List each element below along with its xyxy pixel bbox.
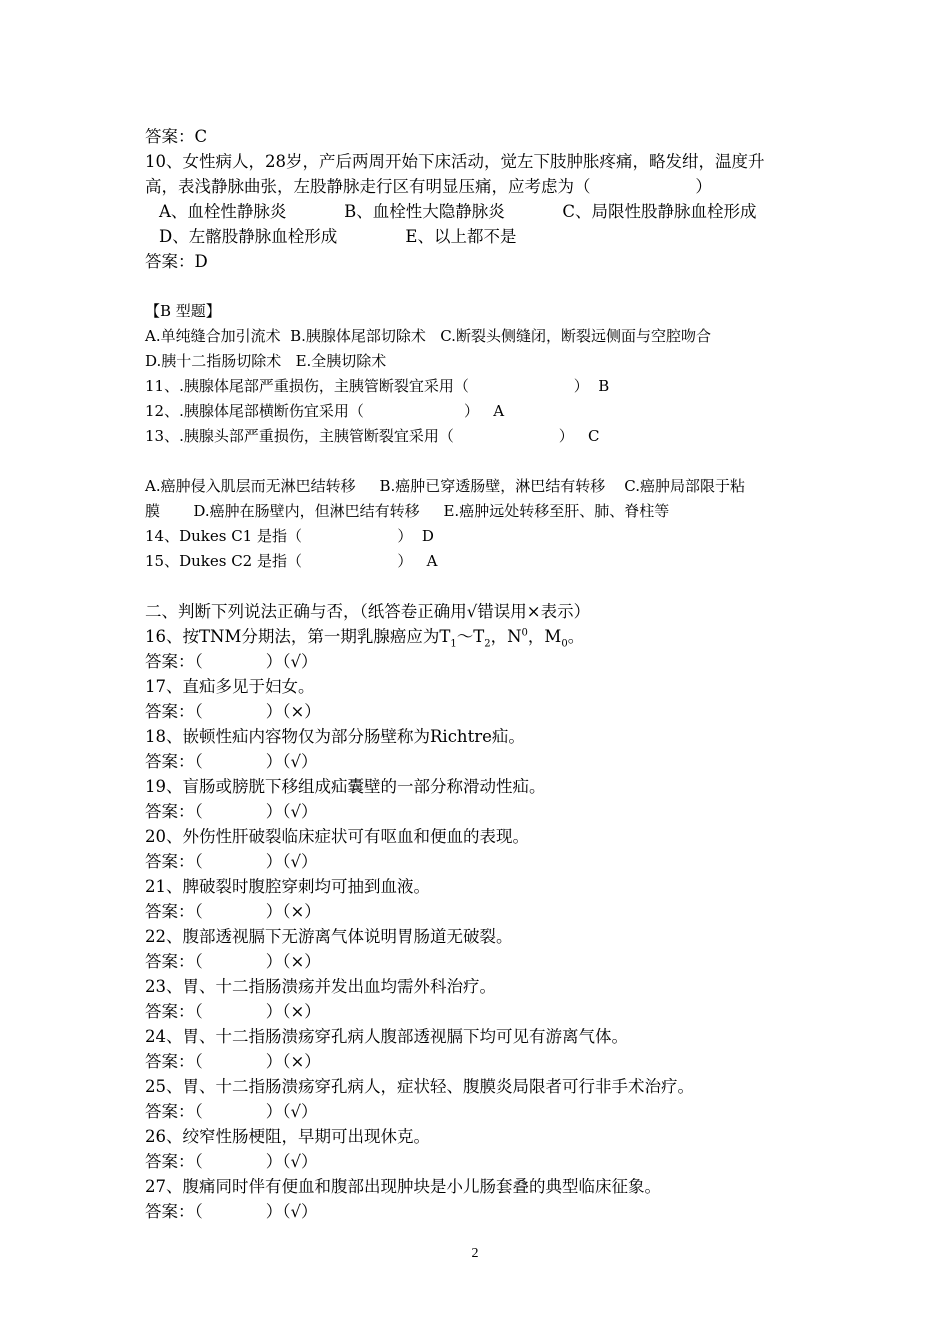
q16-sep-2: ，M <box>527 627 562 646</box>
q10-answer: 答案：D <box>145 252 208 271</box>
q23-question: 23、胃、十二指肠溃疡并发出血均需外科治疗。 <box>145 977 496 996</box>
q11: 11、.胰腺体尾部严重损伤，主胰管断裂宜采用（ ） B <box>145 377 610 395</box>
q9-answer: 答案：C <box>145 127 208 146</box>
q18-question: 18、嵌顿性疝内容物仅为部分肠壁称为Richtre疝。 <box>145 727 525 746</box>
q10-options-line-2: D、左髂股静脉血栓形成 E、以上都不是 <box>159 227 517 246</box>
q17-question: 17、直疝多见于妇女。 <box>145 677 315 696</box>
q10-options-line-1: A、血栓性静脉炎 B、血栓性大隐静脉炎 C、局限性股静脉血栓形成 <box>159 202 757 221</box>
q27-answer: 答案：（ ）（√） <box>145 1202 318 1221</box>
q13: 13、.胰腺头部严重损伤，主胰管断裂宜采用（ ） C <box>145 427 600 445</box>
q26-question: 26、绞窄性肠梗阻，早期可出现休克。 <box>145 1127 430 1146</box>
page-content <box>145 124 815 1224</box>
q16-suffix: 。 <box>567 627 585 646</box>
q18-answer: 答案：（ ）（√） <box>145 752 318 771</box>
page-number: 2 <box>471 1246 479 1261</box>
q10-stem-line-1: 10、女性病人，28岁，产后两周开始下床活动，觉左下肢肿胀疼痛，略发绀，温度升 <box>145 152 765 171</box>
spacer <box>145 574 815 599</box>
btype-group1-options-2: D.胰十二指肠切除术 E.全胰切除术 <box>145 352 387 370</box>
q10-stem-line-2: 高，表浅静脉曲张，左股静脉走行区有明显压痛，应考虑为（ ） <box>145 177 712 196</box>
q23-answer: 答案：（ ）（×） <box>145 1002 321 1021</box>
q16-mid: ～T <box>456 627 485 646</box>
q20-question: 20、外伤性肝破裂临床症状可有呕血和便血的表现。 <box>145 827 529 846</box>
q22-answer: 答案：（ ）（×） <box>145 952 321 971</box>
q19-question: 19、盲肠或膀胱下移组成疝囊壁的一部分称滑动性疝。 <box>145 777 546 796</box>
q16-answer: 答案：（ ）（√） <box>145 652 318 671</box>
q16-sep: ，N <box>490 627 522 646</box>
q19-answer: 答案：（ ）（√） <box>145 802 318 821</box>
spacer <box>145 449 815 474</box>
q24-answer: 答案：（ ）（×） <box>145 1052 321 1071</box>
q20-answer: 答案：（ ）（√） <box>145 852 318 871</box>
q21-question: 21、脾破裂时腹腔穿刺均可抽到血液。 <box>145 877 430 896</box>
q16-sub-0: 0 <box>561 638 568 650</box>
q16-sub-2: 2 <box>484 638 491 650</box>
btype-group1-options-1: A.单纯缝合加引流术 B.胰腺体尾部切除术 C.断裂头侧缝闭，断裂远侧面与空腔吻合 <box>145 327 711 345</box>
q25-question: 25、胃、十二指肠溃疡穿孔病人，症状轻、腹膜炎局限者可行非手术治疗。 <box>145 1077 694 1096</box>
q16-prefix: 16、按TNM分期法，第一期乳腺癌应为T <box>145 627 451 646</box>
q25-answer: 答案：（ ）（√） <box>145 1102 318 1121</box>
q16-sub-1: 1 <box>450 638 457 650</box>
q15: 15、Dukes C2 是指（ ） A <box>145 552 438 570</box>
btype-group2-options-2: 膜 D.癌肿在肠壁内，但淋巴结有转移 E.癌肿远处转移至肝、肺、脊柱等 <box>145 502 670 520</box>
judgement-heading: 二、判断下列说法正确与否，（纸答卷正确用√错误用×表示） <box>145 602 591 621</box>
q26-answer: 答案：（ ）（√） <box>145 1152 318 1171</box>
q24-question: 24、胃、十二指肠溃疡穿孔病人腹部透视膈下均可见有游离气体。 <box>145 1027 628 1046</box>
q27-question: 27、腹痛同时伴有便血和腹部出现肿块是小儿肠套叠的典型临床征象。 <box>145 1177 661 1196</box>
spacer <box>145 274 815 299</box>
q21-answer: 答案：（ ）（×） <box>145 902 321 921</box>
btype-heading: 【B 型题】 <box>145 302 221 320</box>
q16-question <box>145 624 815 649</box>
q17-answer: 答案：（ ）（×） <box>145 702 321 721</box>
q12: 12、.胰腺体尾部横断伤宜采用（ ） A <box>145 402 505 420</box>
q22-question: 22、腹部透视膈下无游离气体说明胃肠道无破裂。 <box>145 927 513 946</box>
q16-sup-0: 0 <box>521 627 528 639</box>
btype-group2-options-1: A.癌肿侵入肌层而无淋巴结转移 B.癌肿已穿透肠壁，淋巴结有转移 C.癌肿局部限于粘 <box>145 477 746 495</box>
q14: 14、Dukes C1 是指（ ） D <box>145 527 434 545</box>
